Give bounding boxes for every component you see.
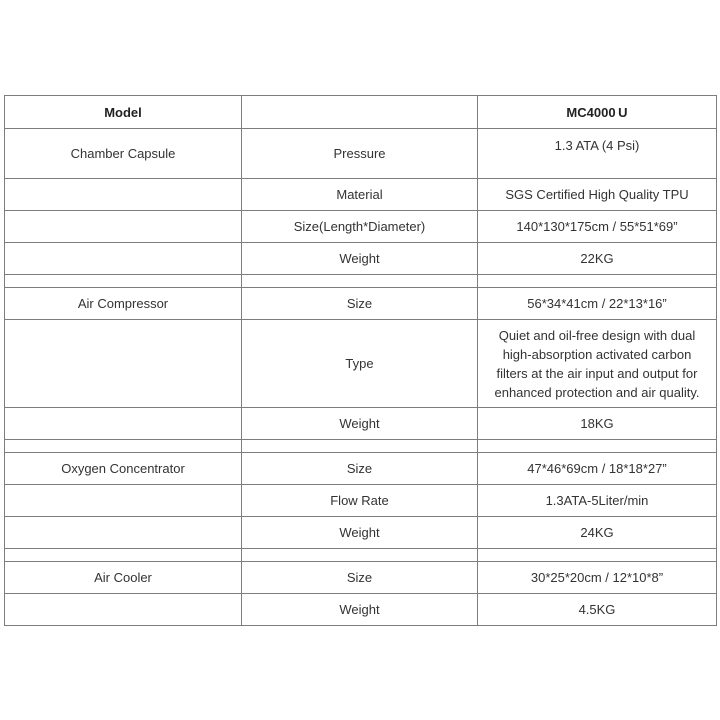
- header-blank-cell: [242, 96, 478, 129]
- table-row: [5, 211, 717, 243]
- spacer-row: [5, 440, 717, 453]
- empty-cell: [478, 440, 717, 453]
- section-name-air-compressor: Air Compressor: [5, 288, 242, 320]
- spec-label: Type: [242, 320, 478, 408]
- spec-value: 47*46*69cm / 18*18*27”: [478, 453, 717, 485]
- empty-cell: [5, 549, 242, 562]
- spec-table: [4, 95, 717, 626]
- spec-label: Pressure: [242, 129, 478, 179]
- spec-label: Size: [242, 562, 478, 594]
- spacer-row: [5, 549, 717, 562]
- empty-cell: [5, 211, 242, 243]
- table-row: [5, 243, 717, 275]
- section-name-oxygen-concentrator: Oxygen Concentrator: [5, 453, 242, 485]
- spec-value: 4.5KG: [478, 594, 717, 626]
- spec-value: 24KG: [478, 517, 717, 549]
- empty-cell: [5, 485, 242, 517]
- spec-value: 56*34*41cm / 22*13*16”: [478, 288, 717, 320]
- empty-cell: [242, 440, 478, 453]
- empty-cell: [478, 275, 717, 288]
- spec-label: Weight: [242, 408, 478, 440]
- table-row: [5, 562, 717, 594]
- spec-label: Size(Length*Diameter): [242, 211, 478, 243]
- spec-label: Size: [242, 453, 478, 485]
- spec-value: 140*130*175cm / 55*51*69”: [478, 211, 717, 243]
- section-name-chamber-capsule: Chamber Capsule: [5, 129, 242, 179]
- spec-label: Material: [242, 179, 478, 211]
- empty-cell: [5, 440, 242, 453]
- table-row: [5, 179, 717, 211]
- empty-cell: [5, 179, 242, 211]
- empty-cell: [5, 243, 242, 275]
- spec-value: 22KG: [478, 243, 717, 275]
- spec-value: 1.3 ATA (4 Psi): [478, 129, 717, 179]
- table-row: [5, 485, 717, 517]
- table-row: [5, 288, 717, 320]
- empty-cell: [5, 594, 242, 626]
- empty-cell: [242, 549, 478, 562]
- header-row: [5, 96, 717, 129]
- spec-label: Weight: [242, 517, 478, 549]
- empty-cell: [478, 549, 717, 562]
- spec-value: 1.3ATA-5Liter/min: [478, 485, 717, 517]
- model-label: Model: [5, 96, 242, 129]
- empty-cell: [5, 320, 242, 408]
- table-row: [5, 320, 717, 408]
- spec-value: Quiet and oil-free design with dual high-absorption activated carbon filters at the air input and output for enhanced protection and air quality.: [478, 320, 717, 408]
- table-row: [5, 517, 717, 549]
- table-row: [5, 453, 717, 485]
- spec-label: Weight: [242, 594, 478, 626]
- spacer-row: [5, 275, 717, 288]
- table-row: [5, 129, 717, 179]
- empty-cell: [5, 275, 242, 288]
- section-name-air-cooler: Air Cooler: [5, 562, 242, 594]
- spec-label: Flow Rate: [242, 485, 478, 517]
- spec-label: Weight: [242, 243, 478, 275]
- spec-value: SGS Certified High Quality TPU: [478, 179, 717, 211]
- model-name: MC4000 U: [478, 96, 717, 129]
- empty-cell: [5, 517, 242, 549]
- table-row: [5, 594, 717, 626]
- spec-value: 30*25*20cm / 12*10*8”: [478, 562, 717, 594]
- empty-cell: [5, 408, 242, 440]
- spec-label: Size: [242, 288, 478, 320]
- empty-cell: [242, 275, 478, 288]
- table-row: [5, 408, 717, 440]
- spec-value: 18KG: [478, 408, 717, 440]
